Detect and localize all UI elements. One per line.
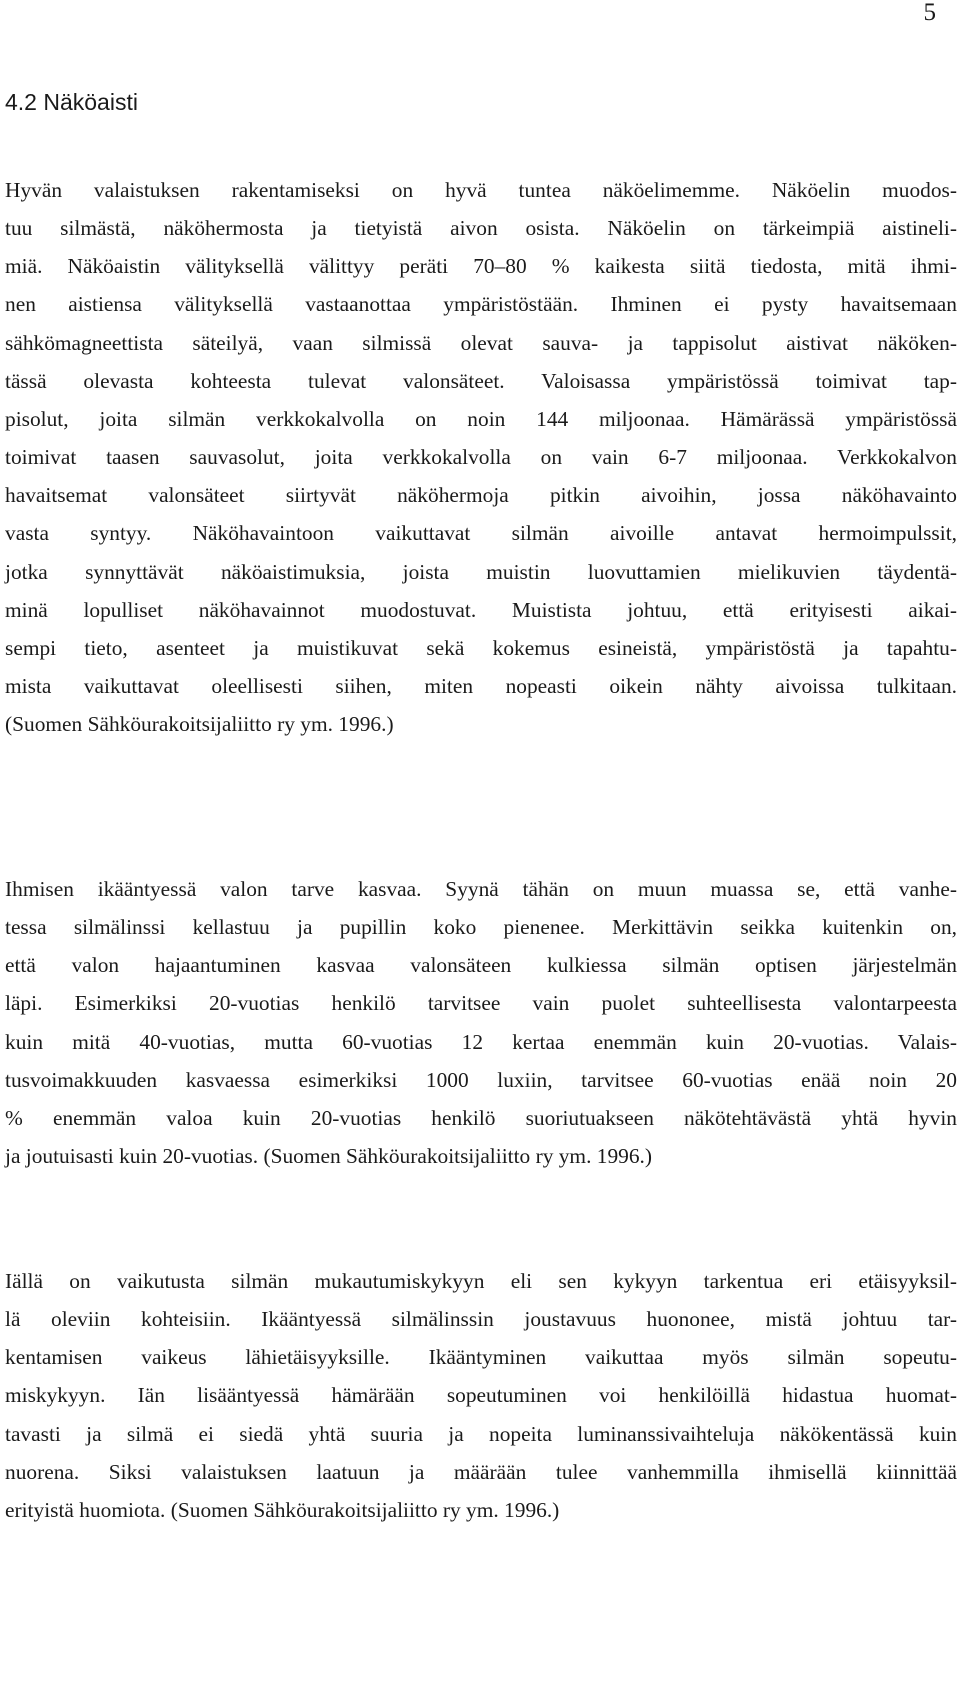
text-line: nuorena. Siksi valaistuksen laatuun ja määrään tulee vanhemmilla ihmisellä kiinnittää bbox=[5, 1459, 957, 1484]
text-line: Ihmisen ikääntyessä valon tarve kasvaa. Syynä tähän on muun muassa se, että vanhe- bbox=[5, 877, 957, 901]
text-line: miä. Näköaistin välityksellä välittyy peräti 70–80 % kaikesta siitä tiedosta, mitä ihmi- bbox=[5, 254, 957, 279]
text-line: tavasti ja silmä ei siedä yhtä suuria ja nopeita luminanssivaihteluja näkökentässä kuin bbox=[5, 1421, 957, 1446]
text-line: sähkömagneettista säteilyä, vaan silmissä olevat sauva- ja tappisolut aistivat näköken- bbox=[5, 330, 957, 355]
section-heading: 4.2 Näköaisti bbox=[5, 89, 138, 115]
text-line: mista vaikuttavat oleellisesti siihen, miten nopeasti oikein nähty aivoissa tulkitaan. bbox=[5, 674, 957, 699]
text-line: (Suomen Sähköurakoitsijaliitto ry ym. 1996.) bbox=[5, 712, 394, 737]
text-line: havaitsemat valonsäteet siirtyvät näköhermoja pitkin aivoihin, jossa näköhavainto bbox=[5, 483, 957, 508]
text-line: sempi tieto, asenteet ja muistikuvat sekä kokemus esineistä, ympäristöstä ja tapahtu- bbox=[5, 635, 957, 660]
text-line: minä lopulliset näköhavainnot muodostuvat. Muistista johtuu, että erityisesti aikai- bbox=[5, 597, 957, 622]
text-line: tuu silmästä, näköhermosta ja tietyistä aivon osista. Näköelin on tärkeimpiä aistineli- bbox=[5, 216, 957, 241]
text-line: lä oleviin kohteisiin. Ikääntyessä silmälinssin joustavuus huononee, mistä johtuu tar- bbox=[5, 1307, 957, 1332]
text-line: Iällä on vaikutusta silmän mukautumiskykyyn eli sen kykyyn tarkentua eri etäisyyksil- bbox=[5, 1269, 957, 1293]
text-line: läpi. Esimerkiksi 20-vuotias henkilö tarvitsee vain puolet suhteellisesta valontarpeesta bbox=[5, 991, 957, 1016]
paragraph-aging-light-need bbox=[5, 870, 957, 1175]
text-line: toimivat taasen sauvasolut, joita verkkokalvolla on vain 6-7 miljoonaa. Verkkokalvon bbox=[5, 445, 957, 470]
text-line: tessa silmälinssi kellastuu ja pupillin koko pienenee. Merkittävin seikka kuitenkin on, bbox=[5, 915, 957, 940]
paragraph-eye-adaptation bbox=[5, 1262, 957, 1529]
text-line: pisolut, joita silmän verkkokalvolla on noin 144 miljoonaa. Hämärässä ympäristössä bbox=[5, 406, 957, 431]
text-line: vasta syntyy. Näköhavaintoon vaikuttavat silmän aivoille antavat hermoimpulssit, bbox=[5, 521, 957, 546]
paragraph-visual-perception bbox=[5, 171, 957, 743]
text-line: kentamisen vaikeus lähietäisyyksille. Ikääntyminen vaikuttaa myös silmän sopeutu- bbox=[5, 1345, 957, 1370]
text-line: ja joutuisasti kuin 20-vuotias. (Suomen Sähköurakoitsijaliitto ry ym. 1996.) bbox=[5, 1144, 653, 1169]
text-line: että valon hajaantuminen kasvaa valonsäteen kulkiessa silmän optisen järjestelmän bbox=[5, 953, 957, 978]
text-line: kuin mitä 40-vuotias, mutta 60-vuotias 12 kertaa enemmän kuin 20-vuotias. Valais- bbox=[5, 1029, 957, 1054]
text-line: miskykyyn. Iän lisääntyessä hämärään sopeutuminen voi henkilöillä hidastua huomat- bbox=[5, 1383, 957, 1408]
text-line: tässä olevasta kohteesta tulevat valonsäteet. Valoisassa ympäristössä toimivat tap- bbox=[5, 368, 957, 393]
text-line: tusvoimakkuuden kasvaessa esimerkiksi 1000 luxiin, tarvitsee 60-vuotias enää noin 20 bbox=[5, 1067, 957, 1092]
page-number: 5 bbox=[923, 0, 936, 26]
text-line: % enemmän valoa kuin 20-vuotias henkilö suoriutuakseen näkötehtävästä yhtä hyvin bbox=[5, 1105, 957, 1130]
text-line: Hyvän valaistuksen rakentamiseksi on hyvä tuntea näköelimemme. Näköelin muodos- bbox=[5, 178, 957, 202]
text-line: nen aistiensa välityksellä vastaanottaa ympäristöstään. Ihminen ei pysty havaitsemaan bbox=[5, 292, 957, 317]
text-line: erityistä huomiota. (Suomen Sähköurakoitsijaliitto ry ym. 1996.) bbox=[5, 1497, 560, 1522]
text-line: jotka synnyttävät näköaistimuksia, joista muistin luovuttamien mielikuvien täydentä- bbox=[5, 559, 957, 584]
